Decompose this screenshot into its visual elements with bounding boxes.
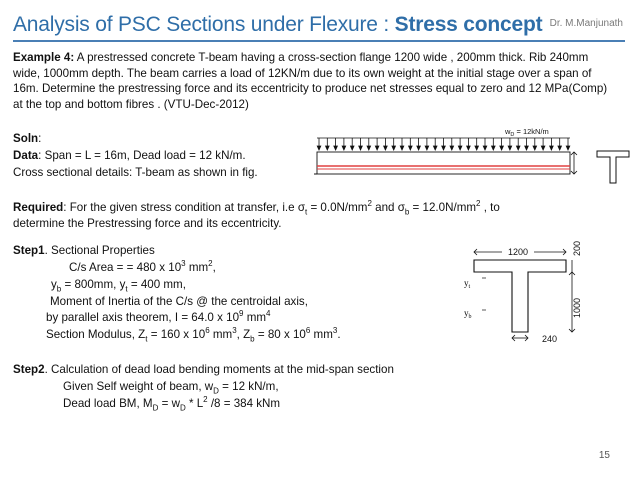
yb-marker: $y_b$ [464,308,472,320]
soln-label: Soln [13,132,39,145]
load-arrowhead [334,146,338,150]
sm-text-e: = 80 x 10 [254,328,306,341]
beam-load-diagram [312,126,587,198]
title-bar [13,6,625,40]
load-arrowhead [392,146,396,150]
sw-text-b: = 12 kN/m, [218,380,279,393]
bm-sup: 2 [203,395,208,405]
load-arrowhead [467,146,471,150]
sm-text-c: mm [209,328,233,341]
required-sup-b: 2 [476,199,481,209]
step2-self-weight [13,379,613,395]
page-number: 15 [598,450,610,461]
yt-value: = 400 mm, [127,278,186,291]
load-arrowhead [550,146,554,150]
sm-sup1: 6 [205,326,210,336]
author-label: Dr. M.Manjunath [549,18,623,29]
moi-text-a: by parallel axis theorem, I = 64.0 x 10 [46,311,240,324]
required-label: Required [13,201,64,214]
sm-sup4: 3 [332,326,338,336]
load-arrowhead [541,146,545,150]
load-arrowhead [342,146,346,150]
required-text-a: : For the given stress condition at transfer, i.e σ [63,201,305,214]
load-arrowhead [367,146,371,150]
area-text-a: C/s Area = = 480 x 10 [69,261,182,274]
moi-sup: 9 [239,309,244,319]
sm-text-b: = 160 x 10 [147,328,206,341]
moi-sup2: 4 [266,309,271,319]
example-label: Example 4: [13,51,75,64]
yt-marker: $y_t$ [464,278,471,290]
flange-depth-label: 200 [572,240,582,256]
bm-text-d: /8 = 384 kNm [207,397,281,410]
step2-label: Step2 [13,363,45,376]
bm-text-c: * L [185,397,204,410]
load-arrowhead [442,146,446,150]
step1-moi-line1: Moment of Inertia of the C/s @ the centroidal axis, [50,295,308,308]
bm-text-a: Dead load BM, M [63,397,153,410]
example-text: A prestressed concrete T-beam having a cross-section flange 1200 wide , 200mm thick. Rib 240mm wide, 1000mm depth. The beam carries a load of 12KN/m due to its own weight at the initial stage over a span of 16m. Determine the prestressing force and its eccentricity to produce net stresses equal to zero and 12 MPa(Comp) at the top and bottom fibres . (VTU-Dec-2012) [13,51,608,111]
yt-text: = 800mm, y [61,278,126,291]
flange-width-label: 1200 [507,247,529,257]
sm-sub-b: b [250,334,255,344]
load-label [504,127,549,138]
yb-sub: b [56,284,62,294]
area-sup2: 2 [208,259,213,269]
sm-sub-t: t [145,334,148,344]
load-arrowhead [384,146,388,150]
slide-title [13,13,542,37]
cross-section-line: Cross sectional details: T-beam as shown in fig. [13,166,258,179]
area-sup: 3 [181,259,186,269]
load-arrowhead [458,146,462,150]
sw-sub: D [213,386,219,396]
load-arrowhead [359,146,363,150]
required-line-2: determine the Prestressing force and its eccentricity. [13,217,282,230]
svg-text:wD = 12kN/m: $w_D = 12kN/m$ [505,127,549,138]
area-text-b: mm [185,261,209,274]
data-text: : Span = L = 16m, Dead load = 12 kN/m. [38,149,246,162]
web-width-label: 240 [542,334,558,344]
web-depth-label: 1000 [572,297,582,318]
load-arrowhead [350,146,354,150]
load-arrowhead [558,146,562,150]
sm-sup3: 6 [305,326,311,336]
load-arrowhead [508,146,512,150]
bm-sub2: D [179,403,186,413]
step1-text: . Sectional Properties [44,244,155,257]
step2-heading [13,362,613,378]
load-arrowhead [500,146,504,150]
t-section-icon [596,150,630,184]
bm-sub1: D [152,403,159,413]
required-text-e: , to [480,201,500,214]
sm-text-d: , Z [236,328,251,341]
t-section-outline [474,260,566,332]
load-arrowhead [516,146,520,150]
beam-outline [317,152,570,174]
load-arrowhead [533,146,537,150]
load-arrowhead [326,146,330,150]
required-sub-t: t [304,207,308,217]
required-line-1 [13,200,613,216]
load-arrowhead [483,146,487,150]
load-arrowhead [492,146,496,150]
sm-text-f: mm [310,328,333,341]
load-arrowhead [409,146,413,150]
example-paragraph [13,50,613,112]
yt-sub: t [125,284,128,294]
load-arrowhead [566,146,570,150]
soln-colon: : [38,132,42,145]
slide-title-emphasis: Stress concept [394,13,543,36]
sm-text-g: . [337,328,341,341]
load-arrowhead [525,146,529,150]
load-arrowhead [400,146,404,150]
data-label: Data [13,149,39,162]
load-arrowhead [425,146,429,150]
required-sub-b: b [404,207,410,217]
sm-sup2: 3 [232,326,237,336]
sw-text-a: Given Self weight of beam, w [63,380,214,393]
load-arrows [317,138,570,150]
moi-text-b: mm [243,311,267,324]
required-sup-a: 2 [367,199,372,209]
step2-text: . Calculation of dead load bending moments at the mid-span section [44,363,394,376]
bm-text-b: = w [158,397,180,410]
required-text-b: = 0.0N/mm [307,201,368,214]
load-arrowhead [475,146,479,150]
sm-text-a: Section Modulus, Z [46,328,146,341]
slide-title-main: Analysis of PSC Sections under Flexure : [13,13,395,36]
required-text-c: and σ [371,201,405,214]
step1-label: Step1 [13,244,45,257]
step2-dead-load-bm [13,396,613,412]
load-arrowhead [433,146,437,150]
load-arrowhead [375,146,379,150]
load-arrowhead [317,146,321,150]
required-text-d: = 12.0N/mm [409,201,477,214]
area-text-c: , [212,261,216,274]
t-section-drawing [462,238,592,348]
title-divider [13,40,625,42]
load-arrowhead [450,146,454,150]
load-arrowhead [417,146,421,150]
yb-text: y [51,278,57,291]
